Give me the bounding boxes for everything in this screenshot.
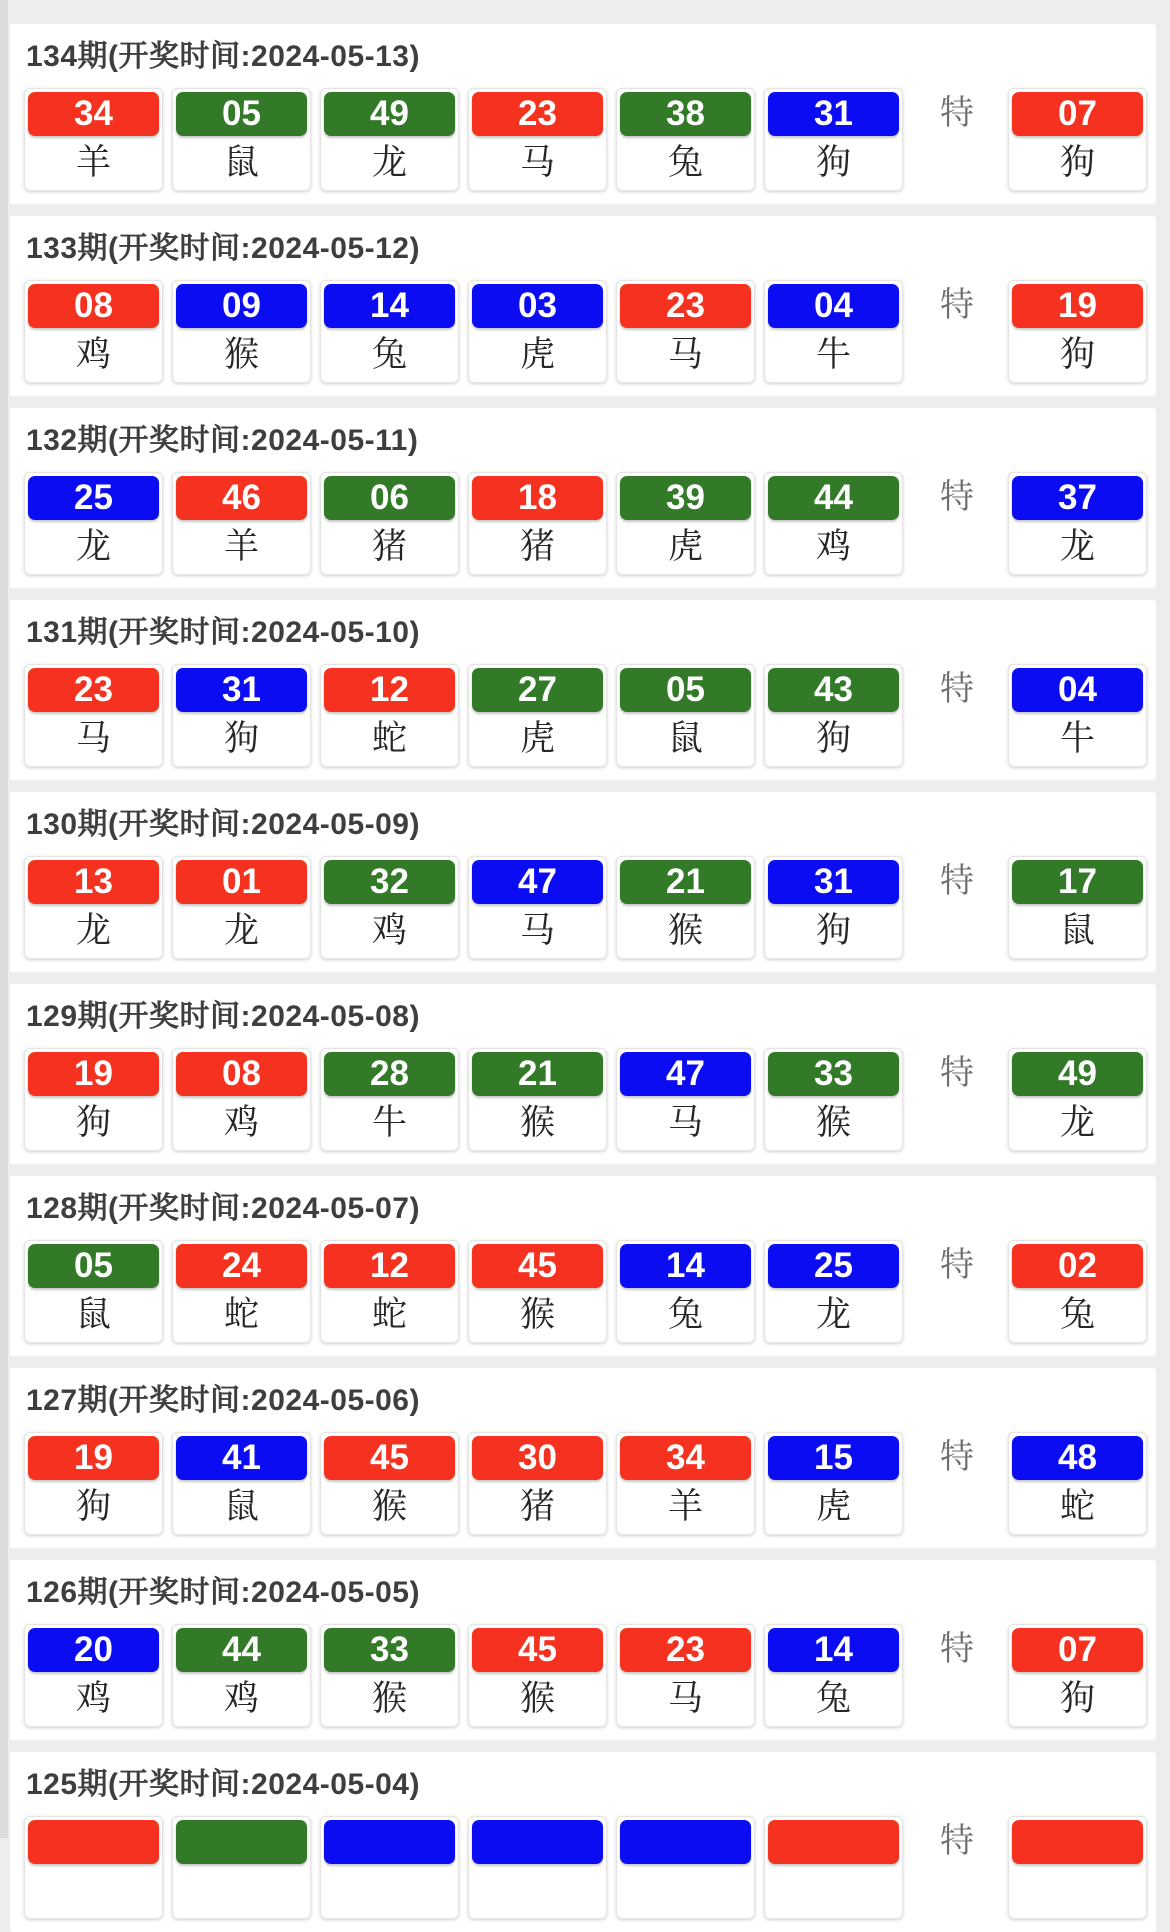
- special-tile-slot: [1008, 1240, 1147, 1343]
- number-tile: [320, 664, 459, 767]
- ball-number: [1012, 1820, 1143, 1864]
- ball-number: 23: [620, 284, 751, 328]
- ball-number: [176, 1820, 307, 1864]
- number-tile: [468, 88, 607, 191]
- ball-number: 07: [1012, 92, 1143, 136]
- ball-number: 41: [176, 1436, 307, 1480]
- zodiac-label: 马: [667, 1103, 703, 1142]
- zodiac-label: [617, 1864, 754, 1918]
- zodiac-label: 兔: [815, 1679, 851, 1718]
- zodiac-label: [765, 1864, 902, 1918]
- number-tile: [320, 1048, 459, 1151]
- zodiac-label: 狗: [815, 143, 851, 182]
- normal-tiles: [24, 1624, 912, 1727]
- zodiac-label: 狗: [1059, 1679, 1095, 1718]
- ball-number: 44: [176, 1628, 307, 1672]
- zodiac-label: 猪: [519, 1487, 555, 1526]
- number-tile: [24, 88, 163, 191]
- draw-section: [10, 600, 1156, 780]
- draw-title: 131期(开奖时间:2024-05-10): [26, 616, 420, 649]
- normal-tiles: [24, 88, 912, 191]
- number-tile: [172, 1240, 311, 1343]
- ball-number: 18: [472, 476, 603, 520]
- ball-number: 43: [768, 668, 899, 712]
- zodiac-label: 马: [667, 1679, 703, 1718]
- special-marker: 特: [940, 1630, 974, 1668]
- draw-section: [10, 1560, 1156, 1740]
- draw-title: 133期(开奖时间:2024-05-12): [26, 232, 420, 265]
- number-tile: [764, 280, 903, 383]
- ball-number: 24: [176, 1244, 307, 1288]
- draw-section: [10, 984, 1156, 1164]
- special-marker: 特: [940, 1246, 974, 1284]
- ball-number: 12: [324, 1244, 455, 1288]
- special-marker: 特: [940, 286, 974, 324]
- ball-number: 44: [768, 476, 899, 520]
- ball-number: 05: [176, 92, 307, 136]
- zodiac-label: 马: [519, 143, 555, 182]
- ball-number: 31: [176, 668, 307, 712]
- zodiac-label: 兔: [667, 143, 703, 182]
- zodiac-label: 牛: [371, 1103, 407, 1142]
- special-tile-slot: [1008, 664, 1147, 767]
- draw-title: 125期(开奖时间:2024-05-04): [26, 1768, 420, 1801]
- ball-number: [28, 1820, 159, 1864]
- ball-number: 47: [472, 860, 603, 904]
- ball-number: 05: [620, 668, 751, 712]
- ball-number: 01: [176, 860, 307, 904]
- special-number-tile: [1008, 88, 1147, 191]
- zodiac-label: 狗: [75, 1103, 111, 1142]
- number-tile: [24, 472, 163, 575]
- zodiac-label: 猴: [519, 1679, 555, 1718]
- draw-title: 127期(开奖时间:2024-05-06): [26, 1384, 420, 1417]
- ball-number: 21: [472, 1052, 603, 1096]
- special-marker: 特: [940, 1822, 974, 1860]
- ball-number: 19: [28, 1436, 159, 1480]
- page-left-edge: [0, 0, 8, 1838]
- ball-number: 39: [620, 476, 751, 520]
- number-tile: [24, 1432, 163, 1535]
- zodiac-label: 马: [75, 719, 111, 758]
- normal-tiles: [24, 1240, 912, 1343]
- ball-number: [472, 1820, 603, 1864]
- ball-number: 34: [620, 1436, 751, 1480]
- draw-section: [10, 792, 1156, 972]
- draw-title: 130期(开奖时间:2024-05-09): [26, 808, 420, 841]
- special-tile-slot: [1008, 856, 1147, 959]
- tiles-row: [24, 88, 1156, 191]
- draw-section: [10, 408, 1156, 588]
- ball-number: 13: [28, 860, 159, 904]
- special-number-tile: [1008, 664, 1147, 767]
- draw-title: 134期(开奖时间:2024-05-13): [26, 40, 420, 73]
- number-tile: [320, 280, 459, 383]
- zodiac-label: 龙: [1059, 1103, 1095, 1142]
- draw-section: [10, 24, 1156, 204]
- draw-section: [10, 216, 1156, 396]
- zodiac-label: [469, 1864, 606, 1918]
- draw-title: 132期(开奖时间:2024-05-11): [26, 424, 419, 457]
- number-tile: [468, 280, 607, 383]
- ball-number: 05: [28, 1244, 159, 1288]
- number-tile: [320, 1816, 459, 1919]
- draw-title: 126期(开奖时间:2024-05-05): [26, 1576, 420, 1609]
- draw-list: [0, 24, 1170, 1932]
- special-tile-slot: [1008, 472, 1147, 575]
- ball-number: 45: [324, 1436, 455, 1480]
- tiles-row: [24, 1816, 1156, 1919]
- zodiac-label: 兔: [1059, 1295, 1095, 1334]
- zodiac-label: 虎: [519, 335, 555, 374]
- ball-number: 04: [1012, 668, 1143, 712]
- special-tile-slot: [1008, 1624, 1147, 1727]
- normal-tiles: [24, 280, 912, 383]
- ball-number: [768, 1820, 899, 1864]
- special-tile-slot: [1008, 1432, 1147, 1535]
- ball-number: 45: [472, 1244, 603, 1288]
- number-tile: [764, 88, 903, 191]
- number-tile: [172, 472, 311, 575]
- tiles-row: [24, 1624, 1156, 1727]
- number-tile: [764, 1624, 903, 1727]
- number-tile: [764, 1048, 903, 1151]
- normal-tiles: [24, 1048, 912, 1151]
- zodiac-label: 鼠: [667, 719, 703, 758]
- ball-number: 23: [620, 1628, 751, 1672]
- number-tile: [468, 1432, 607, 1535]
- zodiac-label: 龙: [223, 911, 259, 950]
- ball-number: 09: [176, 284, 307, 328]
- zodiac-label: 龙: [75, 911, 111, 950]
- special-number-tile: [1008, 856, 1147, 959]
- tiles-row: [24, 856, 1156, 959]
- zodiac-label: 狗: [223, 719, 259, 758]
- ball-number: 28: [324, 1052, 455, 1096]
- number-tile: [320, 1240, 459, 1343]
- special-marker: 特: [940, 670, 974, 708]
- number-tile: [172, 88, 311, 191]
- ball-number: 23: [472, 92, 603, 136]
- ball-number: 20: [28, 1628, 159, 1672]
- number-tile: [24, 280, 163, 383]
- ball-number: 32: [324, 860, 455, 904]
- number-tile: [616, 664, 755, 767]
- number-tile: [616, 1816, 755, 1919]
- number-tile: [320, 88, 459, 191]
- zodiac-label: 蛇: [371, 719, 407, 758]
- special-marker: 特: [940, 94, 974, 132]
- zodiac-label: 猴: [371, 1679, 407, 1718]
- number-tile: [764, 664, 903, 767]
- zodiac-label: 鸡: [223, 1103, 259, 1142]
- number-tile: [764, 1432, 903, 1535]
- zodiac-label: 鼠: [223, 1487, 259, 1526]
- ball-number: 14: [620, 1244, 751, 1288]
- ball-number: 07: [1012, 1628, 1143, 1672]
- normal-tiles: [24, 664, 912, 767]
- zodiac-label: [1009, 1864, 1146, 1918]
- number-tile: [172, 1816, 311, 1919]
- number-tile: [616, 1432, 755, 1535]
- zodiac-label: 蛇: [1059, 1487, 1095, 1526]
- ball-number: [324, 1820, 455, 1864]
- number-tile: [468, 1048, 607, 1151]
- zodiac-label: 猴: [371, 1487, 407, 1526]
- zodiac-label: 龙: [371, 143, 407, 182]
- ball-number: [620, 1820, 751, 1864]
- zodiac-label: 龙: [815, 1295, 851, 1334]
- zodiac-label: 羊: [667, 1487, 703, 1526]
- number-tile: [468, 1816, 607, 1919]
- zodiac-label: 猴: [519, 1103, 555, 1142]
- number-tile: [24, 1816, 163, 1919]
- ball-number: 27: [472, 668, 603, 712]
- special-number-tile: [1008, 472, 1147, 575]
- ball-number: 33: [768, 1052, 899, 1096]
- number-tile: [616, 1240, 755, 1343]
- zodiac-label: 猪: [371, 527, 407, 566]
- ball-number: 38: [620, 92, 751, 136]
- zodiac-label: 猴: [223, 335, 259, 374]
- draw-title: 129期(开奖时间:2024-05-08): [26, 1000, 420, 1033]
- tiles-row: [24, 664, 1156, 767]
- ball-number: 49: [324, 92, 455, 136]
- special-marker: 特: [940, 1438, 974, 1476]
- ball-number: 47: [620, 1052, 751, 1096]
- special-marker: 特: [940, 1054, 974, 1092]
- number-tile: [468, 856, 607, 959]
- zodiac-label: 虎: [667, 527, 703, 566]
- normal-tiles: [24, 856, 912, 959]
- number-tile: [172, 664, 311, 767]
- number-tile: [764, 472, 903, 575]
- number-tile: [616, 856, 755, 959]
- ball-number: 12: [324, 668, 455, 712]
- number-tile: [468, 664, 607, 767]
- ball-number: 21: [620, 860, 751, 904]
- ball-number: 02: [1012, 1244, 1143, 1288]
- ball-number: 14: [324, 284, 455, 328]
- ball-number: 19: [28, 1052, 159, 1096]
- zodiac-label: 鼠: [75, 1295, 111, 1334]
- ball-number: 04: [768, 284, 899, 328]
- number-tile: [172, 1624, 311, 1727]
- special-marker: 特: [940, 478, 974, 516]
- special-tile-slot: [1008, 280, 1147, 383]
- ball-number: 31: [768, 860, 899, 904]
- zodiac-label: 猴: [519, 1295, 555, 1334]
- special-number-tile: [1008, 1048, 1147, 1151]
- zodiac-label: 鼠: [223, 143, 259, 182]
- ball-number: 23: [28, 668, 159, 712]
- normal-tiles: [24, 472, 912, 575]
- special-marker: 特: [940, 862, 974, 900]
- ball-number: 14: [768, 1628, 899, 1672]
- special-number-tile: [1008, 1240, 1147, 1343]
- zodiac-label: 马: [519, 911, 555, 950]
- zodiac-label: 兔: [371, 335, 407, 374]
- draw-section: [10, 1176, 1156, 1356]
- number-tile: [616, 280, 755, 383]
- number-tile: [24, 664, 163, 767]
- number-tile: [320, 856, 459, 959]
- ball-number: 34: [28, 92, 159, 136]
- special-number-tile: [1008, 1816, 1147, 1919]
- zodiac-label: 虎: [519, 719, 555, 758]
- zodiac-label: 羊: [75, 143, 111, 182]
- zodiac-label: 狗: [1059, 143, 1095, 182]
- zodiac-label: 羊: [223, 527, 259, 566]
- zodiac-label: 狗: [1059, 335, 1095, 374]
- normal-tiles: [24, 1816, 912, 1919]
- ball-number: 19: [1012, 284, 1143, 328]
- draw-title: 128期(开奖时间:2024-05-07): [26, 1192, 420, 1225]
- ball-number: 49: [1012, 1052, 1143, 1096]
- special-tile-slot: [1008, 1048, 1147, 1151]
- ball-number: 45: [472, 1628, 603, 1672]
- number-tile: [764, 1240, 903, 1343]
- number-tile: [320, 1624, 459, 1727]
- ball-number: 33: [324, 1628, 455, 1672]
- special-number-tile: [1008, 1432, 1147, 1535]
- zodiac-label: 虎: [815, 1487, 851, 1526]
- number-tile: [24, 1624, 163, 1727]
- number-tile: [616, 472, 755, 575]
- zodiac-label: 鸡: [815, 527, 851, 566]
- ball-number: 25: [768, 1244, 899, 1288]
- number-tile: [320, 1432, 459, 1535]
- tiles-row: [24, 472, 1156, 575]
- zodiac-label: 猴: [815, 1103, 851, 1142]
- zodiac-label: [173, 1864, 310, 1918]
- zodiac-label: [321, 1864, 458, 1918]
- ball-number: 25: [28, 476, 159, 520]
- special-number-tile: [1008, 280, 1147, 383]
- special-number-tile: [1008, 1624, 1147, 1727]
- zodiac-label: 蛇: [371, 1295, 407, 1334]
- ball-number: 30: [472, 1436, 603, 1480]
- zodiac-label: 兔: [667, 1295, 703, 1334]
- zodiac-label: 龙: [1059, 527, 1095, 566]
- ball-number: 03: [472, 284, 603, 328]
- number-tile: [468, 472, 607, 575]
- number-tile: [320, 472, 459, 575]
- ball-number: 37: [1012, 476, 1143, 520]
- ball-number: 15: [768, 1436, 899, 1480]
- zodiac-label: [25, 1864, 162, 1918]
- zodiac-label: 鸡: [371, 911, 407, 950]
- ball-number: 48: [1012, 1436, 1143, 1480]
- ball-number: 06: [324, 476, 455, 520]
- zodiac-label: 鸡: [75, 1679, 111, 1718]
- ball-number: 46: [176, 476, 307, 520]
- tiles-row: [24, 1048, 1156, 1151]
- zodiac-label: 猪: [519, 527, 555, 566]
- ball-number: 31: [768, 92, 899, 136]
- special-tile-slot: [1008, 88, 1147, 191]
- zodiac-label: 鸡: [75, 335, 111, 374]
- number-tile: [24, 1048, 163, 1151]
- number-tile: [616, 1048, 755, 1151]
- tiles-row: [24, 1432, 1156, 1535]
- zodiac-label: 牛: [1059, 719, 1095, 758]
- normal-tiles: [24, 1432, 912, 1535]
- number-tile: [616, 1624, 755, 1727]
- zodiac-label: 狗: [75, 1487, 111, 1526]
- number-tile: [24, 1240, 163, 1343]
- number-tile: [764, 1816, 903, 1919]
- zodiac-label: 鼠: [1059, 911, 1095, 950]
- zodiac-label: 狗: [815, 911, 851, 950]
- tiles-row: [24, 280, 1156, 383]
- ball-number: 08: [28, 284, 159, 328]
- number-tile: [172, 1048, 311, 1151]
- zodiac-label: 牛: [815, 335, 851, 374]
- ball-number: 17: [1012, 860, 1143, 904]
- draw-section: [10, 1752, 1156, 1932]
- number-tile: [764, 856, 903, 959]
- zodiac-label: 马: [667, 335, 703, 374]
- ball-number: 08: [176, 1052, 307, 1096]
- zodiac-label: 龙: [75, 527, 111, 566]
- zodiac-label: 猴: [667, 911, 703, 950]
- number-tile: [24, 856, 163, 959]
- number-tile: [616, 88, 755, 191]
- number-tile: [468, 1240, 607, 1343]
- zodiac-label: 鸡: [223, 1679, 259, 1718]
- number-tile: [172, 1432, 311, 1535]
- draw-section: [10, 1368, 1156, 1548]
- number-tile: [468, 1624, 607, 1727]
- tiles-row: [24, 1240, 1156, 1343]
- number-tile: [172, 856, 311, 959]
- number-tile: [172, 280, 311, 383]
- special-tile-slot: [1008, 1816, 1147, 1919]
- zodiac-label: 蛇: [223, 1295, 259, 1334]
- zodiac-label: 狗: [815, 719, 851, 758]
